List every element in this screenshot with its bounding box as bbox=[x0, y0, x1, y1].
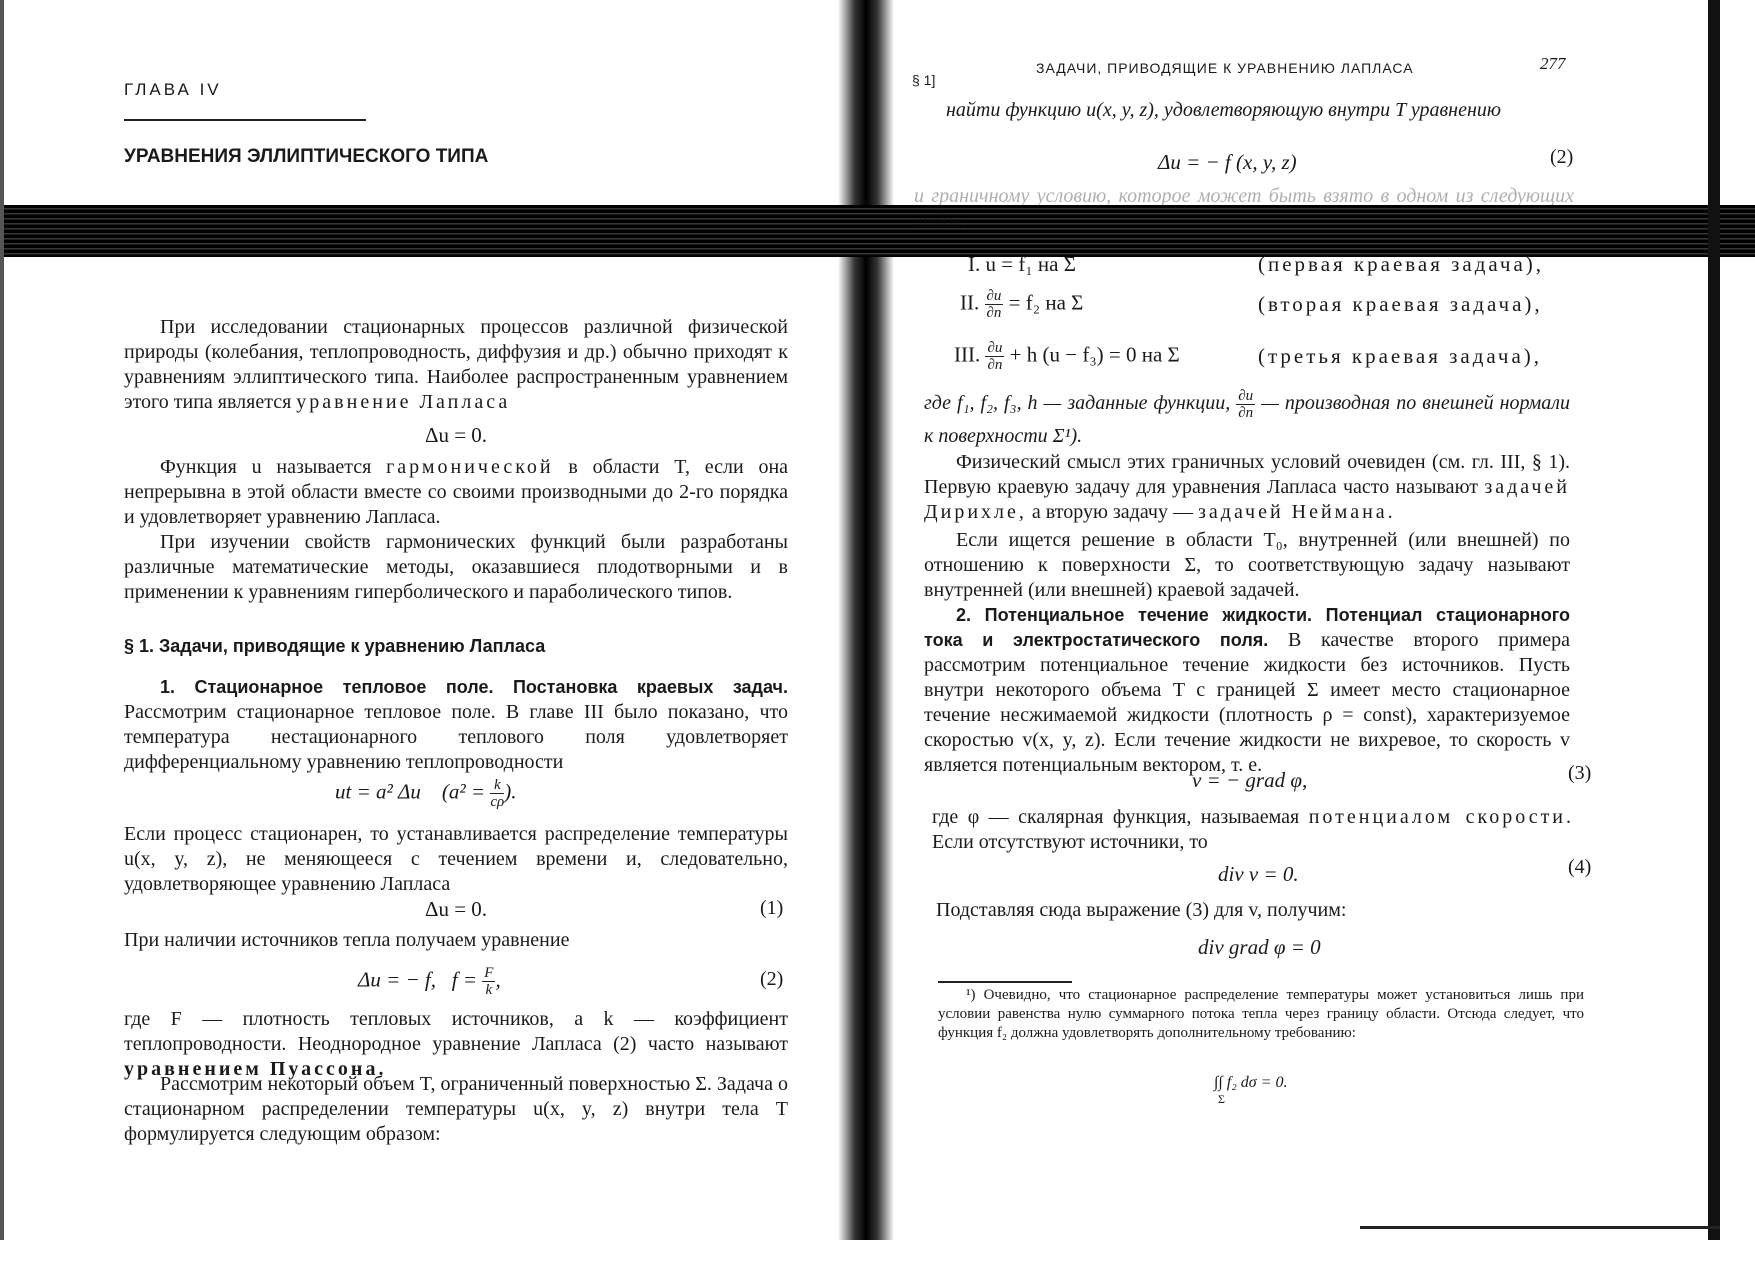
chapter-rule bbox=[124, 119, 366, 121]
stationary-paragraph: Если процесс стационарен, то устанавливается распределение температуры u(x, y, z), не меняющееся с течением времени и, следовательно, удовлетворяющее уравнению Лапласа bbox=[124, 823, 788, 895]
sources-paragraph: При наличии источников тепла получаем уравнение bbox=[124, 929, 570, 951]
running-head: ЗАДАЧИ, ПРИВОДЯЩИЕ К УРАВНЕНИЮ ЛАПЛАСА bbox=[1036, 60, 1414, 76]
page-number: 277 bbox=[1540, 54, 1566, 73]
equation-3: v = − grad φ, bbox=[1192, 768, 1308, 792]
right-page bbox=[880, 0, 1755, 1240]
boundary-condition-3-note: (третья краевая задача), bbox=[1258, 344, 1543, 368]
footnote: ¹) Очевидно, что стационарное распределение температуры может установиться лишь при условии равенства нулю суммарного потока тепла через границу области. Отсюда следует, что функция f₂ должна удовлетворять дополнительному требованию: bbox=[938, 987, 1584, 1041]
equation-2-number: (2) bbox=[760, 968, 784, 990]
term-dirichlet: задачей Дирихле, bbox=[924, 476, 1571, 523]
equation-4-number: (4) bbox=[1568, 856, 1592, 878]
subsection-2-title: 2. Потенциальное течение жидкости. Потенциал стационарного тока и электростатического поля. bbox=[924, 605, 1570, 650]
chapter-title: УРАВНЕНИЯ ЭЛЛИПТИЧЕСКОГО ТИПА bbox=[124, 146, 489, 167]
footnote-equation: ∫∫ f₂ dσ = 0. Σ bbox=[1214, 1074, 1288, 1106]
fraction-du-dn-given: $\frac{\partial u}{\partial n}$ bbox=[1238, 388, 1254, 421]
physical-meaning-paragraph: Физический смысл этих граничных условий очевиден (см. гл. III, § 1). Первую краевую задачу для уравнения Лапласа часто называют задачей Дирихле, а вторую задачу — задачей Неймана. bbox=[924, 451, 1571, 523]
equation-3-number: (3) bbox=[1568, 762, 1592, 784]
equation-1: Δu = 0. bbox=[424, 897, 488, 921]
given-functions-paragraph: где f₁, f₂, f₃, h — заданные функции, $\frac{\partial u}{\partial n}$ — производная по внешней нормали к поверхности Σ¹). bbox=[924, 388, 1570, 447]
chapter-label: ГЛАВА IV bbox=[124, 80, 222, 99]
term-laplace-equation: уравнение Лапласа bbox=[296, 391, 511, 413]
fraction-du-dn-3: $\frac{\partial u}{\partial n}$ bbox=[987, 340, 1003, 373]
boundary-condition-1: I. u = f₁ на Σ bbox=[968, 252, 1076, 276]
section-title: § 1. Задачи, приводящие к уравнению Лапласа bbox=[124, 636, 546, 656]
term-velocity-potential: потенциалом скорости. bbox=[1308, 806, 1575, 828]
interior-problem-paragraph: Если ищется решение в области T₀, внутренней (или внешней) по отношению к поверхности Σ, то соответствующую задачу называют внутренней (или внешней) краевой задачей. bbox=[924, 529, 1570, 601]
find-function-paragraph: найти функцию u(x, y, z), удовлетворяющую внутри T уравнению bbox=[946, 99, 1501, 121]
boundary-condition-3: III. $\frac{\partial u}{\partial n}$ + h (u − f₃) = 0 на Σ bbox=[954, 340, 1180, 373]
footnote-equation-subscript: Σ bbox=[1218, 1092, 1225, 1106]
boundary-condition-2-note: (вторая краевая задача), bbox=[1258, 292, 1543, 316]
heat-field-paragraph: 1. Стационарное тепловое поле. Постановка краевых задач. Рассмотрим стационарное тепловое поле. В главе III было показано, что температура нестационарного теплового поля удовлетворяет дифференциальному уравнению теплопроводности bbox=[124, 677, 788, 773]
subsection-1-title: 1. Стационарное тепловое поле. Постановка краевых задач. bbox=[160, 677, 788, 697]
substitution-paragraph: Подставляя сюда выражение (3) для v, получим: bbox=[936, 899, 1347, 921]
intro-paragraph: При исследовании стационарных процессов различной физической природы (колебания, теплопроводность, диффузия и др.) обычно приходят к уравнениям эллиптического типа. Наиболее распространенным уравнением этого типа является уравнение Лапласа bbox=[124, 316, 788, 413]
fraction-du-dn-2: $\frac{\partial u}{\partial n}$ bbox=[986, 288, 1002, 321]
equation-1-number: (1) bbox=[760, 897, 784, 919]
fraction-k-over-c-rho: $\frac{k}{c\rho}$ bbox=[490, 777, 505, 810]
equation-2-poisson: Δu = − f, f = $\frac{F}{k}$ , bbox=[358, 965, 501, 998]
equation-5: div grad φ = 0 bbox=[1198, 935, 1321, 959]
equation-poisson-right-number: (2) bbox=[1550, 146, 1574, 168]
poisson-paragraph: где F — плотность тепловых источников, а k — коэффициент теплопроводности. Неоднородное уравнение Лапласа (2) часто называют уравнением Пуассона. bbox=[124, 1008, 788, 1080]
left-page bbox=[0, 0, 850, 1240]
running-section: § 1] bbox=[912, 72, 936, 88]
equation-4: div v = 0. bbox=[1218, 862, 1299, 886]
potential-flow-paragraph: 2. Потенциальное течение жидкости. Потенциал стационарного тока и электростатического поля. В качестве второго примера рассмотрим потенциальное течение жидкости без источников. Пусть внутри некоторого объема T с границей Σ имеет место стационарное течение несжимаемой жидкости (плотность ρ = const), характеризуемое скоростью v(x, y, z). Если течение жидкости не вихревое, то скорость v является потенциальным вектором, т. е. bbox=[924, 605, 1570, 776]
fraction-F-over-k: $\frac{F}{k}$ bbox=[484, 965, 494, 998]
volume-paragraph: Рассмотрим некоторый объем T, ограниченный поверхностью Σ. Задача о стационарном распределении температуры u(x, y, z) внутри тела T формулируется следующим образом: bbox=[124, 1073, 788, 1145]
footnote-rule bbox=[938, 981, 1072, 983]
equation-poisson-right: Δu = − f (x, y, z) bbox=[1158, 150, 1297, 174]
potential-paragraph: где φ — скалярная функция, называемая потенциалом скорости. Если отсутствуют источники, то bbox=[932, 806, 1575, 853]
boundary-condition-2: II. $\frac{\partial u}{\partial n}$ = f₂ на Σ bbox=[960, 288, 1084, 321]
term-neumann: задачей Неймана. bbox=[1197, 501, 1396, 523]
methods-paragraph: При изучении свойств гармонических функций были разработаны различные математические методы, оказавшиеся плодотворными и в применении к уравнениям гиперболического и параболического типов. bbox=[124, 531, 788, 603]
term-harmonic: гармонической bbox=[386, 456, 554, 478]
term-poisson-equation: уравнением Пуассона. bbox=[124, 1058, 387, 1080]
equation-laplace: Δu = 0. bbox=[424, 423, 488, 447]
harmonic-paragraph: Функция u называется гармонической в области T, если она непрерывна в этой области вместе со своими производными до 2-го порядка и удовлетворяет уравнению Лапласа. bbox=[124, 456, 789, 528]
boundary-condition-intro: и граничному условию, которое может быть взято в одном из следующих видов: bbox=[914, 185, 1574, 232]
equation-heat: ut = a² Δu (a² = $\frac{k}{c\rho}$ ). bbox=[335, 777, 517, 810]
boundary-condition-1-note: (первая краевая задача), bbox=[1258, 252, 1545, 276]
